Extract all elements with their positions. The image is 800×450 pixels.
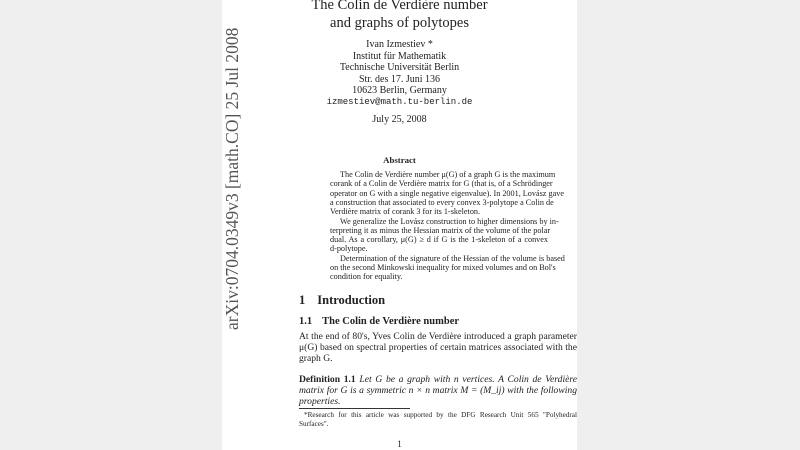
author-street: Str. des 17. Juni 136 — [358, 73, 441, 85]
abstract-line: Verdière matrix of corank 3 for its 1-skeleton. — [330, 207, 481, 217]
paper-title-line2: and graphs of polytopes — [330, 15, 469, 31]
abstract-line: condition for equality. — [330, 272, 403, 282]
abstract-line: We generalize the Lovász construction to higher dimensions by in- — [340, 216, 559, 226]
abstract-line: a construction that associated to every convex 3-polytope a Colin de — [330, 197, 554, 207]
abstract-heading: Abstract — [383, 155, 416, 165]
footnote-line: *Research for this article was supported by the DFG Research Unit 565 "Polyhedral — [304, 411, 577, 419]
abstract-line: dual. As a corollary, μ(G) ≥ d if G is the 1-skeleton of a convex — [330, 235, 548, 245]
footnote-line: Surfaces". — [299, 420, 329, 428]
abstract-line: terpreting it as minus the Hessian matrix of the volume of the polar — [330, 225, 551, 235]
arxiv-identifier: arXiv:0704.0349v3 [math.CO] 25 Jul 2008 — [222, 27, 242, 330]
author-name: Ivan Izmestiev * — [366, 39, 433, 50]
section-number: 1 — [299, 293, 306, 307]
definition-line: Let G be a graph with n vertices. A Colin de Verdière — [359, 374, 578, 385]
author-university: Technische Universität Berlin — [339, 62, 460, 73]
abstract-line: corank of a Colin de Verdière matrix for G (that is, of a Schrödinger — [330, 179, 553, 189]
subsection-number: 1.1 — [299, 316, 313, 327]
intro-line: graph G. — [299, 352, 333, 364]
page-number: 1 — [397, 440, 402, 450]
paper-date: July 25, 2008 — [372, 114, 427, 125]
pdf-page — [222, 0, 577, 450]
footnote-rule — [299, 408, 410, 409]
author-email[interactable]: izmestiev@math.tu-berlin.de — [326, 96, 473, 107]
abstract-line: The Colin de Verdière number μ(G) of a graph G is the maximum — [340, 170, 556, 179]
abstract-line: operator on G with a single negative eigenvalue). In 2001, Lovász gave — [330, 188, 564, 198]
author-institute: Institut für Mathematik — [352, 50, 447, 62]
intro-line: μ(G) based on spectral properties of certain matrices associated with the — [299, 341, 577, 353]
intro-line: At the end of 80's, Yves Colin de Verdière introduced a graph parameter — [299, 331, 577, 342]
author-city: 10623 Berlin, Germany — [352, 85, 447, 96]
abstract-line: Determination of the signature of the Hessian of the volume is based — [340, 253, 565, 263]
subsection-title: The Colin de Verdière number — [322, 316, 460, 327]
abstract-line: on the second Minkowski inequality for mixed volumes and on Bol's — [330, 263, 556, 272]
subsection-heading — [299, 315, 459, 328]
paper-title-line1: The Colin de Verdière number — [311, 0, 488, 13]
definition-line: properties. — [299, 395, 341, 407]
abstract-line: d-polytope. — [330, 244, 368, 254]
section-heading — [299, 293, 385, 308]
section-title: Introduction — [317, 293, 386, 307]
definition-line: matrix for G is a symmetric n × n matrix M = (M_ij) with the following — [299, 384, 577, 396]
definition-label: Definition 1.1 — [299, 374, 356, 385]
